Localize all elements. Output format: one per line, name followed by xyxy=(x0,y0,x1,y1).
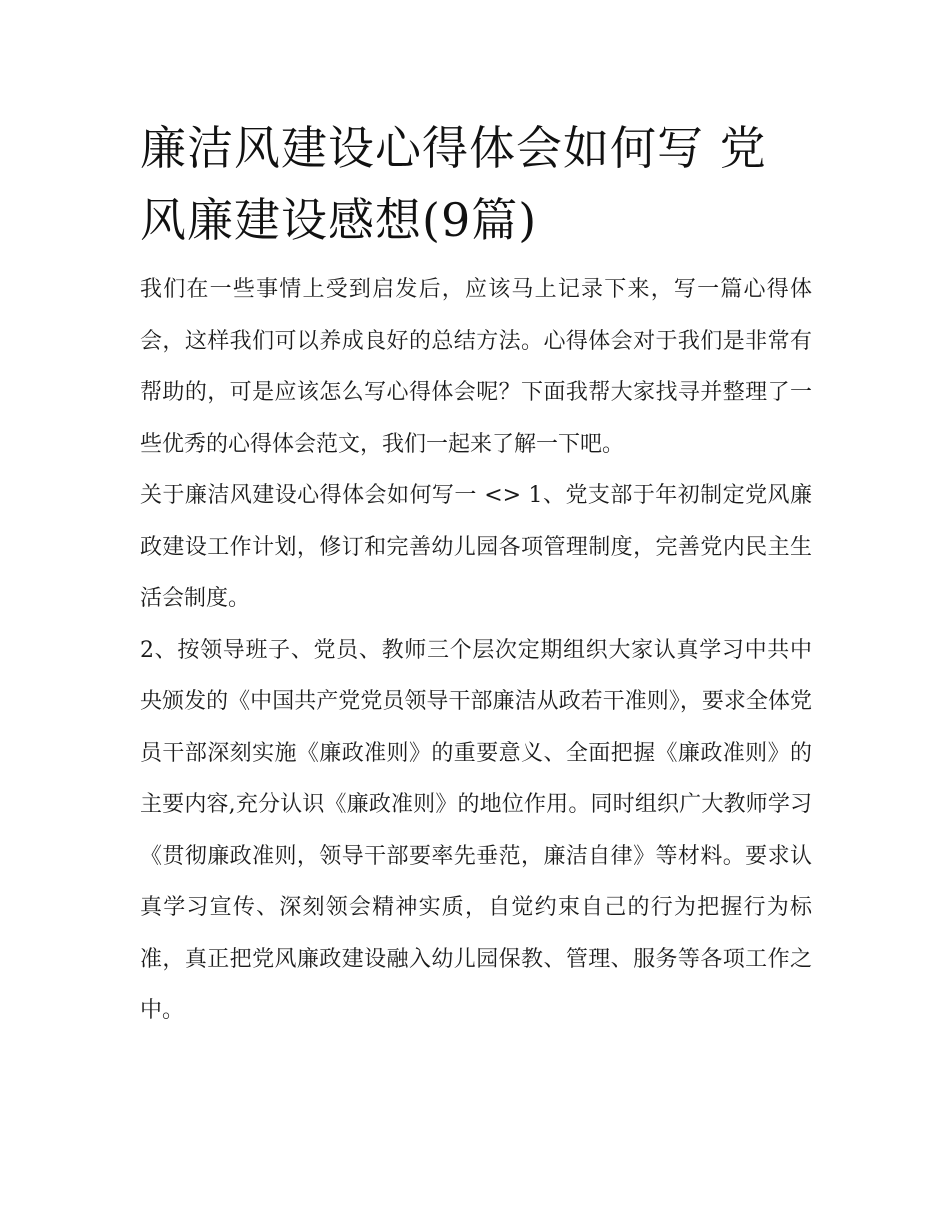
section-1-paragraph: 关于廉洁风建设心得体会如何写一 <> 1、党支部于年初制定党风廉政建设工作计划，修订和完善幼儿园各项管理制度，完善党内民主生活会制度。 xyxy=(140,483,812,611)
intro-paragraph: 我们在一些事情上受到启发后，应该马上记录下来，写一篇心得体会，这样我们可以养成良好的总结方法。心得体会对于我们是非常有帮助的，可是应该怎么写心得体会呢？下面我帮大家找寻并整理了一些优秀的心得体会范文，我们一起来了解一下吧。 xyxy=(140,277,812,457)
document-title: 廉洁风建设心得体会如何写 党风廉建设感想(9篇) xyxy=(140,121,767,247)
section-2-paragraph: 2、按领导班子、党员、教师三个层次定期组织大家认真学习中共中央颁发的《中国共产党党员领导干部廉洁从政若干准则》，要求全体党员干部深刻实施《廉政准则》的重要意义、全面把握《廉政准则》的主要内容,充分认识《廉政准则》的地位作用。同时组织广大教师学习《贯彻廉政准则，领导干部要率先垂范，廉洁自律》等材料。要求认真学习宣传、深刻领会精神实质，自觉约束自己的行为把握行为标准，真正把党风廉政建设融入幼儿园保教、管理、服务等各项工作之中。 xyxy=(140,637,812,1023)
document-body xyxy=(140,112,812,1037)
